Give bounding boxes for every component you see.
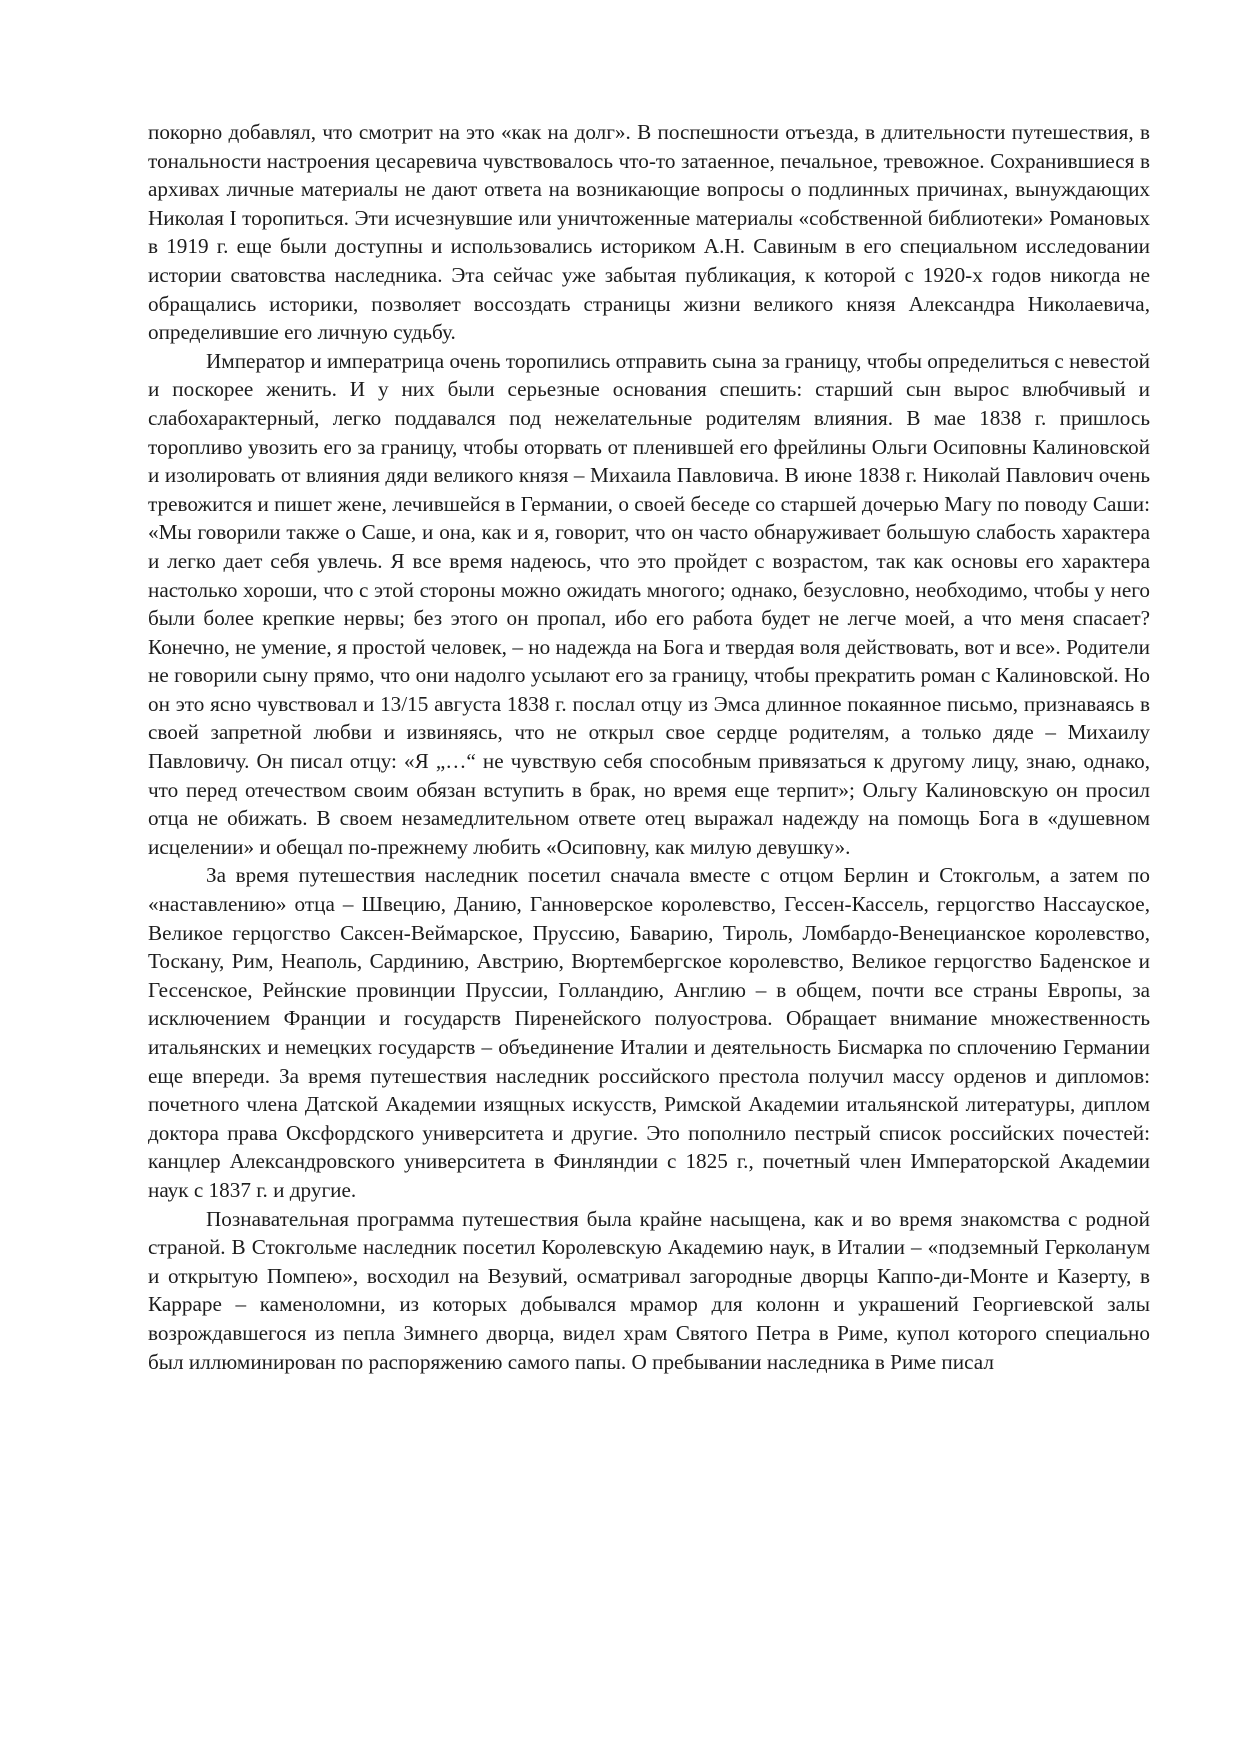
paragraph-4: Познавательная программа путешествия была крайне насыщена, как и во время знакомства с родной страной. В Стокгольме наследник посетил Королевскую Академию наук, в Италии – «подземный Герколанум и открытую Помпею», восходил на Везувий, осматривал загородные дворцы Каппо-ди-Монте и Казерту, в Карраре – каменоломни, из которых добывался мрамор для колонн и украшений Георгиевской залы возрождавшегося из пепла Зимнего дворца, видел храм Святого Петра в Риме, купол которого специально был иллюминирован по распоряжению самого папы. О пребывании наследника в Риме писал: [148, 1206, 1150, 1374]
paragraph-1: покорно добавлял, что смотрит на это «как на долг». В поспешности отъезда, в длительности путешествия, в тональности настроения цесаревича чувствовалось что-то затаенное, печальное, тревожное. Сохранившиеся в архивах личные материалы не дают ответа на возникающие вопросы о подлинных причинах, вынуждающих Николая I торопиться. Эти исчезнувшие или уничтоженные материалы «собственной библиотеки» Романовых в 1919 г. еще были доступны и использовались историком А.Н. Савиным в его специальном исследовании истории сватовства наследника. Эта сейчас уже забытая публикация, к которой с 1920-х годов никогда не обращались историки, позволяет воссоздать страницы жизни великого князя Александра Николаевича, определившие его личную судьбу.: [148, 120, 1150, 345]
paragraph-3: За время путешествия наследник посетил сначала вместе с отцом Берлин и Стокгольм, а затем по «наставлению» отца – Швецию, Данию, Ганноверское королевство, Гессен-Кассель, герцогство Нассауское, Великое герцогство Саксен-Веймарское, Пруссию, Баварию, Тироль, Ломбардо-Венецианское королевство, Тоскану, Рим, Неаполь, Сардинию, Австрию, Вюртембергское королевство, Великое герцогство Баденское и Гессенское, Рейнские провинции Пруссии, Голландию, Англию – в общем, почти все страны Европы, за исключением Франции и государств Пиренейского полуострова. Обращает внимание множественность итальянских и немецких государств – объединение Италии и деятельность Бисмарка по сплочению Германии еще впереди. За время путешествия наследник российского престола получил массу орденов и дипломов: почетного члена Датской Академии изящных искусств, Римской Академии итальянской литературы, диплом доктора права Оксфордского университета и другие. Это пополнило пестрый список российских почестей: канцлер Александровского университета в Финляндии с 1825 г., почетный член Императорской Академии наук с 1837 г. и другие.: [148, 863, 1150, 1202]
document-page: [148, 118, 1150, 1376]
paragraph-2: Император и императрица очень торопились отправить сына за границу, чтобы определиться с невестой и поскорее женить. И у них были серьезные основания спешить: старший сын вырос влюбчивый и слабохарактерный, легко поддавался под нежелательные родителям влияния. В мае 1838 г. пришлось торопливо увозить его за границу, чтобы оторвать от пленившей его фрейлины Ольги Осиповны Калиновской и изолировать от влияния дяди великого князя – Михаила Павловича. В июне 1838 г. Николай Павлович очень тревожится и пишет жене, лечившейся в Германии, о своей беседе со старшей дочерью Магу по поводу Саши: «Мы говорили также о Саше, и она, как и я, говорит, что он часто обнаруживает большую слабость характера и легко дает себя увлечь. Я все время надеюсь, что это пройдет с возрастом, так как основы его характера настолько хороши, что с этой стороны можно ожидать многого; однако, безусловно, необходимо, чтобы у него были более крепкие нервы; без этого он пропал, ибо его работа будет не легче моей, а что меня спасает? Конечно, не умение, я простой человек, – но надежда на Бога и твердая воля действовать, вот и все». Родители не говорили сыну прямо, что они надолго усылают его за границу, чтобы прекратить роман с Калиновской. Но он это ясно чувствовал и 13/15 августа 1838 г. послал отцу из Эмса длинное покаянное письмо, признаваясь в своей запретной любви и извиняясь, что не открыл свое сердце родителям, а только дяде – Михаилу Павловичу. Он писал отцу: «Я „…“ не чувствую себя способным привязаться к другому лицу, знаю, однако, что перед отечеством своим обязан вступить в брак, но время еще терпит»; Ольгу Калиновскую он просил отца не обижать. В своем незамедлительном ответе отец выражал надежду на помощь Бога в «душевном исцелении» и обещал по-прежнему любить «Осиповну, как милую девушку».: [148, 348, 1150, 859]
